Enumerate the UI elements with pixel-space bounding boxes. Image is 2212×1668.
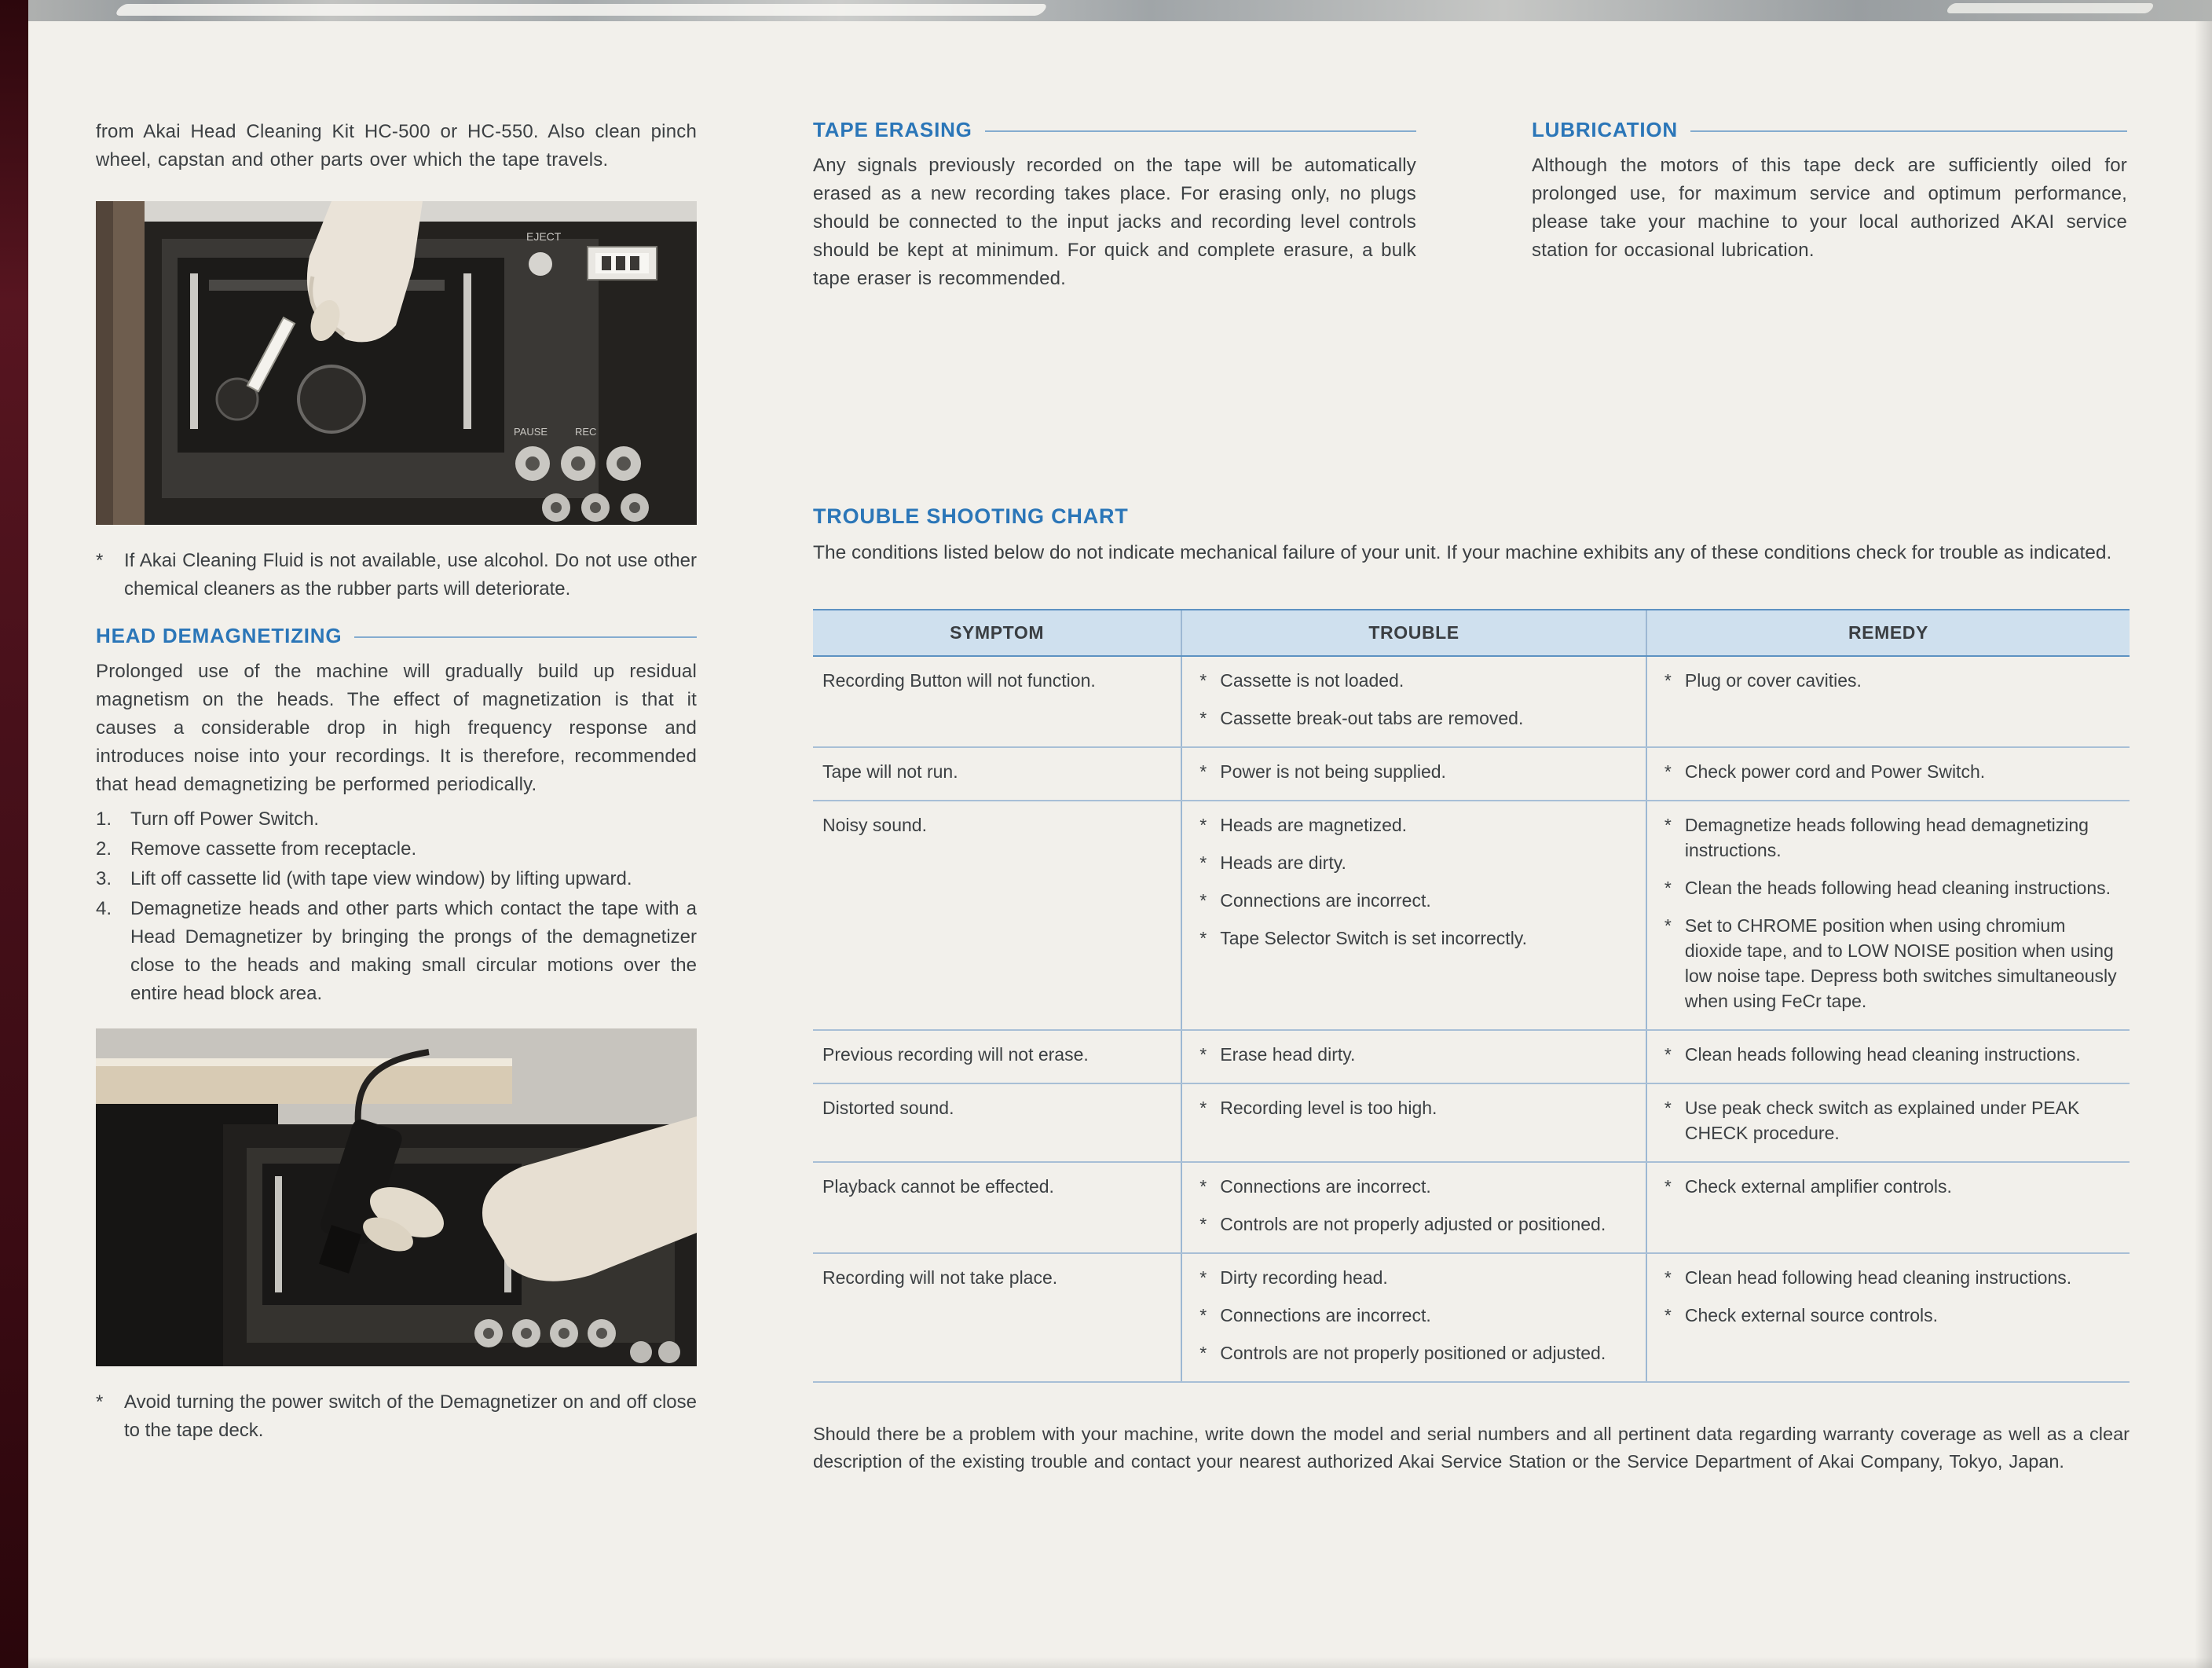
demagnetizer-note [96,1388,697,1445]
cell-item [1199,668,1633,693]
tape-erasing-section [813,118,1416,293]
cell-item [1664,1174,2117,1199]
cell-item [1664,913,2117,1014]
cell-item [1664,1303,2117,1328]
cell-item [1199,1212,1633,1237]
asterisk: * [1199,852,1207,873]
remedy-cell [1646,1162,2130,1253]
cell-item [1664,812,2117,863]
trouble-cell [1181,747,1646,801]
tape-erasing-heading: TAPE ERASING [813,118,972,141]
cell-item-text: Cassette is not loaded. [1220,670,1404,691]
note-asterisk: * [96,1391,104,1413]
lubrication-heading: LUBRICATION [1532,118,1678,141]
remedy-cell [1646,1030,2130,1083]
asterisk: * [1664,1267,1672,1288]
column-header: REMEDY [1646,610,2130,656]
head-demagnetizing-heading-row [96,624,697,648]
heading-rule [1690,130,2127,132]
step-text: Turn off Power Switch. [130,808,320,830]
symptom-cell: Recording Button will not function. [813,656,1181,747]
tape-erasing-heading-row [813,118,1416,142]
demagnetizing-steps [96,805,697,1008]
cell-item-text: Recording level is too high. [1220,1098,1437,1118]
asterisk: * [1199,815,1207,835]
table-row [813,801,2130,1030]
asterisk: * [1664,1176,1672,1197]
cell-item-text: Clean head following head cleaning instructions. [1684,1267,2072,1288]
symptom-cell: Noisy sound. [813,801,1181,1030]
cell-item-text: Controls are not properly adjusted or positioned. [1220,1214,1606,1234]
troubleshooting-footer: Should there be a problem with your machine, write down the model and serial numbers and all pertinent data regarding warranty coverage as well as a clear description of the existing trouble and contact your nearest authorized Akai Service Station or the Service Department of Akai Company, Tokyo, Japan. [813,1424,2130,1472]
trouble-cell [1181,801,1646,1030]
step-number: 2. [96,838,112,860]
cell-item-text: Connections are incorrect. [1220,890,1431,911]
photo-head-cleaning [96,201,697,525]
cell-item-text: Heads are dirty. [1220,852,1346,873]
trouble-cell [1181,1253,1646,1382]
cell-item [1664,1042,2117,1067]
step-text: Remove cassette from receptacle. [130,838,417,860]
cell-item-text: Dirty recording head. [1220,1267,1388,1288]
remedy-cell [1646,656,2130,747]
step-item [96,865,697,893]
cleaning-intro-paragraph: from Akai Head Cleaning Kit HC-500 or HC-550. Also clean pinch wheel, capstan and other parts over which the tape travels. [96,121,697,170]
asterisk: * [1664,878,1672,898]
asterisk: * [1199,1098,1207,1118]
head-demagnetizing-paragraph: Prolonged use of the machine will gradually build up residual magnetism on the heads. The effect of magnetization is that it causes a considerable drop in high frequency response and introduces noise into your recordings. It is therefore, recommended that head demagnetizing be performed periodically. [96,661,697,795]
cell-item-text: Erase head dirty. [1220,1044,1356,1065]
cell-item [1664,1265,2117,1290]
cell-item [1199,1303,1633,1328]
cell-item-text: Set to CHROME position when using chromium dioxide tape, and to LOW NOISE position when using low noise tape. Depress both switches simultaneously when using FeCr tape. [1684,915,2117,1011]
cell-item-text: Cassette break-out tabs are removed. [1220,708,1524,728]
column-header: TROUBLE [1181,610,1646,656]
trouble-cell [1181,656,1646,747]
cell-item [1199,1174,1633,1199]
cell-item-text: Clean the heads following head cleaning instructions. [1684,878,2111,898]
cell-item [1199,706,1633,731]
troubleshooting-section [813,504,2130,1476]
tape-erasing-paragraph: Any signals previously recorded on the tape will be automatically erased as a new recording takes place. For erasing only, no plugs should be connected to the input jacks and recording level controls should be kept at minimum. For quick and complete erasure, a bulk tape eraser is recommended. [813,155,1416,289]
trouble-cell [1181,1030,1646,1083]
table-row [813,1030,2130,1083]
cell-item [1199,1095,1633,1120]
symptom-cell: Playback cannot be effected. [813,1162,1181,1253]
asterisk: * [1664,1098,1672,1118]
remedy-cell [1646,747,2130,801]
cell-item-text: Connections are incorrect. [1220,1305,1431,1325]
step-text: Demagnetize heads and other parts which contact the tape with a Head Demagnetizer by bringing the prongs of the demagnetizer close to the heads and making small circular motions over the entire head block area. [130,898,697,1004]
step-number: 4. [96,898,112,919]
cell-item [1199,1265,1633,1290]
cell-item-text: Clean heads following head cleaning instructions. [1684,1044,2081,1065]
step-number: 3. [96,868,112,889]
troubleshooting-intro: The conditions listed below do not indicate mechanical failure of your unit. If your machine exhibits any of these conditions check for trouble as indicated. [813,542,2112,563]
scan-top-highlight [114,4,1049,16]
asterisk: * [1664,1305,1672,1325]
asterisk: * [1664,915,1672,936]
asterisk: * [1664,815,1672,835]
cell-item-text: Check external amplifier controls. [1684,1176,1952,1197]
troubleshooting-title: TROUBLE SHOOTING CHART [813,504,1129,528]
step-item [96,895,697,1008]
remedy-cell [1646,801,2130,1030]
cell-item-text: Tape Selector Switch is set incorrectly. [1220,928,1527,948]
column-header: SYMPTOM [813,610,1181,656]
cell-item-text: Check power cord and Power Switch. [1684,761,1986,782]
cell-item-text: Check external source controls. [1684,1305,1939,1325]
trouble-table-header-row [813,610,2130,656]
asterisk: * [1199,1214,1207,1234]
table-row [813,747,2130,801]
symptom-cell: Tape will not run. [813,747,1181,801]
head-demagnetizing-heading: HEAD DEMAGNETIZING [96,624,342,647]
asterisk: * [1199,670,1207,691]
scan-top-highlight-right [1945,3,2155,13]
cell-item [1199,926,1633,951]
photo-head-demagnetizing [96,1028,697,1366]
lubrication-heading-row [1532,118,2127,142]
trouble-cell [1181,1083,1646,1162]
cell-item [1664,1095,2117,1146]
head-cleaning-photo-illustration [96,201,697,525]
asterisk: * [1199,1305,1207,1325]
cell-item-text: Demagnetize heads following head demagnetizing instructions. [1684,815,2089,860]
cell-item [1199,1340,1633,1366]
asterisk: * [1199,1343,1207,1363]
scan-left-spine [0,0,28,1668]
cell-item-text: Heads are magnetized. [1220,815,1408,835]
cell-item [1199,1042,1633,1067]
cell-item [1199,850,1633,875]
cell-item [1664,875,2117,900]
step-number: 1. [96,808,112,830]
left-column [96,118,697,1445]
scan-right-shadow [2195,0,2212,1668]
asterisk: * [1664,761,1672,782]
remedy-cell [1646,1083,2130,1162]
symptom-cell: Previous recording will not erase. [813,1030,1181,1083]
table-row [813,1162,2130,1253]
photo1-eject-label: EJECT [526,230,562,243]
scan-bottom-shadow [0,1657,2212,1668]
asterisk: * [1199,708,1207,728]
table-row [813,656,2130,747]
symptom-cell: Distorted sound. [813,1083,1181,1162]
demagnetizer-note-text: Avoid turning the power switch of the Demagnetizer on and off close to the tape deck. [124,1391,697,1441]
step-text: Lift off cassette lid (with tape view window) by lifting upward. [130,868,632,889]
note-asterisk: * [96,550,104,571]
cell-item-text: Controls are not properly positioned or adjusted. [1220,1343,1606,1363]
heading-rule [354,636,697,638]
asterisk: * [1199,890,1207,911]
asterisk: * [1199,1176,1207,1197]
cleaning-note [96,547,697,603]
asterisk: * [1199,1267,1207,1288]
lubrication-section [1532,118,2127,265]
asterisk: * [1199,1044,1207,1065]
photo1-pause-label: PAUSE [514,426,548,438]
cell-item [1199,812,1633,838]
cell-item-text: Use peak check switch as explained under PEAK CHECK procedure. [1684,1098,2080,1143]
cell-item [1199,888,1633,913]
photo1-rec-label: REC [575,426,597,438]
table-row [813,1253,2130,1382]
remedy-cell [1646,1253,2130,1382]
troubleshooting-table [813,609,2130,1383]
cell-item [1664,759,2117,784]
cleaning-note-text: If Akai Cleaning Fluid is not available, use alcohol. Do not use other chemical cleaners as the rubber parts will deteriorate. [124,550,697,599]
trouble-cell [1181,1162,1646,1253]
trouble-table-body [813,656,2130,1382]
cell-item-text: Connections are incorrect. [1220,1176,1431,1197]
symptom-cell: Recording will not take place. [813,1253,1181,1382]
cell-item [1199,759,1633,784]
cell-item [1664,668,2117,693]
asterisk: * [1199,928,1207,948]
heading-rule [985,130,1416,132]
step-item [96,835,697,863]
cell-item-text: Power is not being supplied. [1220,761,1446,782]
lubrication-paragraph: Although the motors of this tape deck are sufficiently oiled for prolonged use, for maximum service and optimum performance, please take your machine to your local authorized AKAI service station for occasional lubrication. [1532,155,2127,261]
table-row [813,1083,2130,1162]
asterisk: * [1199,761,1207,782]
step-item [96,805,697,834]
head-demagnetizing-photo-illustration [96,1028,697,1366]
cell-item-text: Plug or cover cavities. [1684,670,1862,691]
asterisk: * [1664,670,1672,691]
asterisk: * [1664,1044,1672,1065]
